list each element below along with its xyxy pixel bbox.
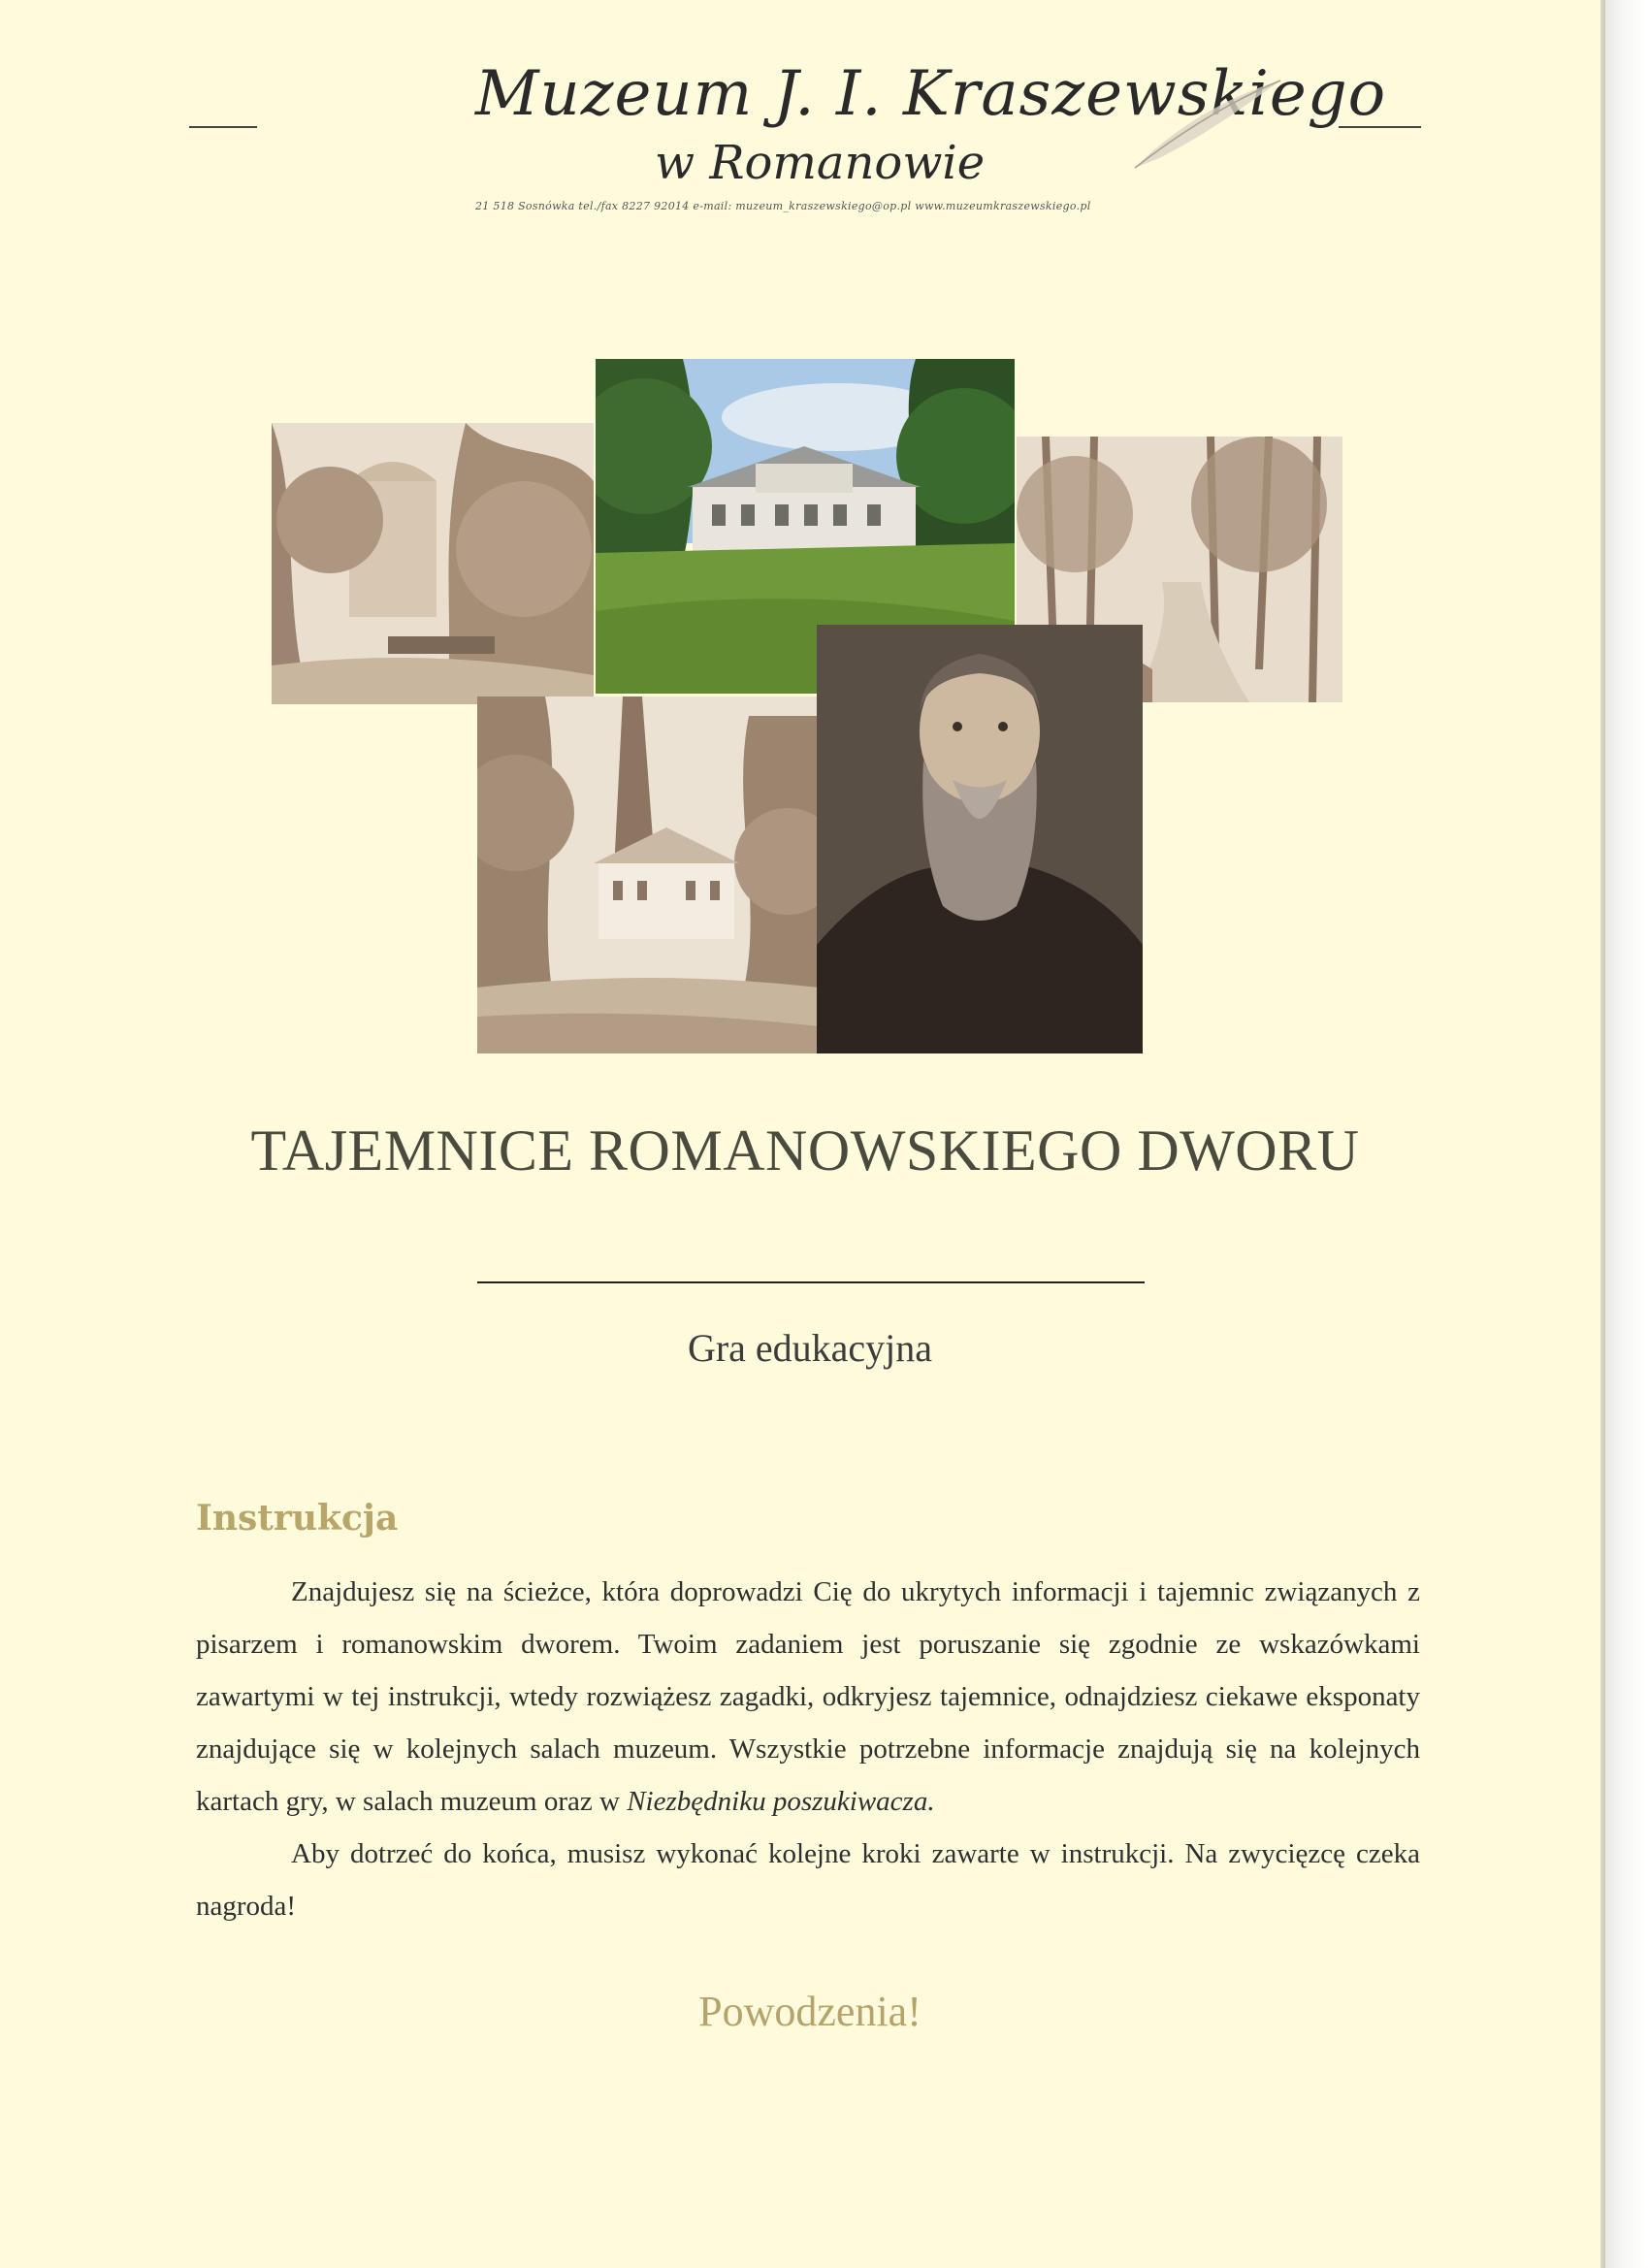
instructions-heading: Instrukcja	[196, 1498, 399, 1539]
page-subtitle: Gra edukacyjna	[687, 1326, 933, 1370]
instructions-body	[196, 1566, 1420, 1932]
quill-icon	[1130, 76, 1285, 173]
closing-wish: Powodzenia!	[698, 1988, 922, 2035]
engraving-park-pavilion	[272, 423, 594, 704]
museum-logo	[475, 58, 1387, 190]
scan-margin	[1605, 0, 1649, 2268]
logo-line-1: Muzeum J. I. Kraszewskiego	[475, 58, 1387, 130]
title-divider	[477, 1281, 1145, 1283]
contact-info: 21 518 Sosnówka tel./fax 8227 92014 e-mail: muzeum_kraszewskiego@op.pl www.muzeumkraszewskiego.pl	[475, 200, 1091, 212]
engraving-manor-lake	[477, 697, 819, 1053]
header-rule-left	[189, 126, 257, 128]
instructions-paragraph-1-text: Znajdujesz się na ścieżce, która doprowadzi Cię do ukrytych informacji i tajemnic związanych z pisarzem i romanowskim dworem. Twoim zadaniem jest poruszanie się zgodnie ze wskazówkami zawartymi w tej instrukcji, wtedy rozwiążesz zagadki, odkryjesz tajemnice, odnajdziesz ciekawe eksponaty znajdujące się w kolejnych salach muzeum. Wszystkie potrzebne informacje znajdują się na kolejnych kartach gry, w salach muzeum oraz w	[196, 1576, 1420, 1817]
portrait-writer	[817, 625, 1143, 1053]
niezbednik-reference: Niezbędniku poszukiwacza.	[627, 1786, 935, 1817]
logo-line-2: w Romanowie	[655, 136, 986, 190]
page-title: TAJEMNICE ROMANOWSKIEGO DWORU	[250, 1118, 1360, 1183]
instructions-paragraph-2: Aby dotrzeć do końca, musisz wykonać kolejne kroki zawarte w instrukcji. Na zwycięzcę czeka nagroda!	[196, 1838, 1420, 1922]
instructions-paragraph-1	[196, 1566, 1420, 1828]
